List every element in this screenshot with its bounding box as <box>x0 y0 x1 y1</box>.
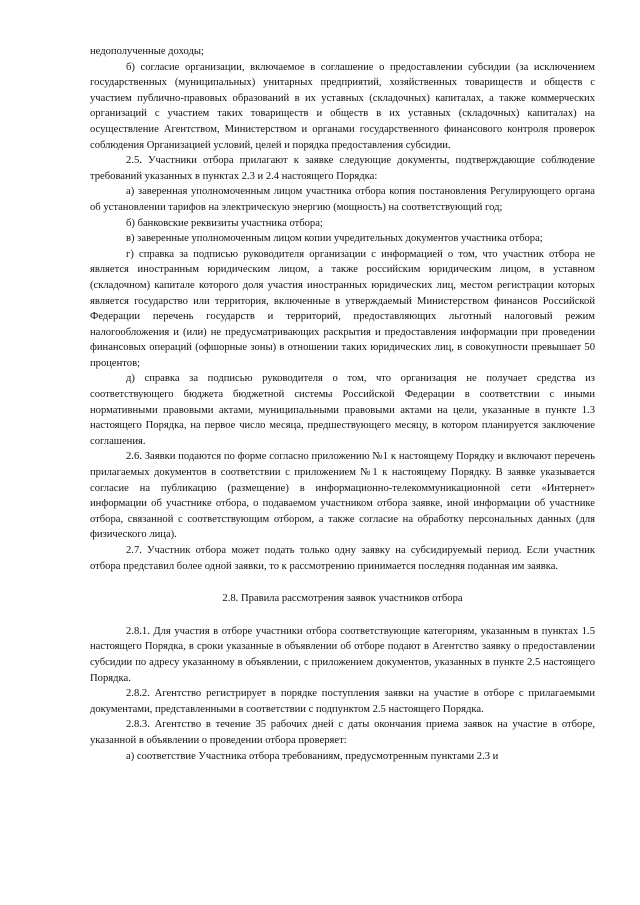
section-heading-2-8: 2.8. Правила рассмотрения заявок участников отбора <box>222 593 463 605</box>
paragraph-2-8-3-a: а) соответствие Участника отбора требованиям, предусмотренным пунктами 2.3 и <box>126 750 499 762</box>
paragraph-2-8-2: 2.8.2. Агентство регистрирует в порядке поступления заявки на участие в отборе с прилагаемыми документами, представленными в соответствии с подпунктом 2.5 настоящего Порядка. <box>90 688 595 715</box>
paragraph-consent-b: б) согласие организации, включаемое в соглашение о предоставлении субсидии (за исключением государственных (муниципальных) унитарных предприятий, хозяйственных товариществ и обществ с участием публично-правовых образований в их уставных (складочных) капиталах, а также коммерческих организаций с участием таких товариществ и обществ в их уставных (складочных) капиталах) на осуществление Агентством, Министерством и органами государственного финансового контроля проверок соблюдения Организацией условий, целей и порядка предоставления субсидии. <box>90 61 595 151</box>
paragraph-2-5-d: д) справка за подписью руководителя о том, что организация не получает средства из соответствующего бюджета бюджетной системы Российской Федерации в соответствии с иными нормативными правовыми актами, муниципальными правовыми актами на цели, указанные в пункте 1.3 настоящего Порядка, на первое число месяца, предшествующего месяцу, в котором планируется заключение соглашения. <box>90 373 595 447</box>
paragraph-lost-income: недополученные доходы; <box>90 46 204 57</box>
paragraph-2-8-1: 2.8.1. Для участия в отборе участники отбора соответствующие категориям, указанным в пунктах 1.5 настоящего Порядка, в сроки указанные в объявлении об отборе подают в Агентство заявку о предоставлении субсидии по адресу указанному в объявлении, с приложением документов, указанных в пункте 2.5 настоящего Порядка. <box>90 625 595 684</box>
paragraph-2-7: 2.7. Участник отбора может подать только одну заявку на субсидируемый период. Если участник отбора представил более одной заявки, то к рассмотрению принимается последняя поданная им заявка. <box>90 545 595 572</box>
paragraph-2-5: 2.5. Участники отбора прилагают к заявке следующие документы, подтверждающие соблюдение требований указанных в пунктах 2.3 и 2.4 настоящего Порядка: <box>90 155 595 182</box>
paragraph-2-5-v: в) заверенные уполномоченным лицом копии учредительных документов участника отбора; <box>126 233 543 245</box>
document-page <box>90 44 595 764</box>
paragraph-2-6: 2.6. Заявки подаются по форме согласно приложению №1 к настоящему Порядку и включают перечень прилагаемых документов в соответствии с приложением №1 к настоящему Порядку. В заявке указывается согласие на публикацию (размещение) в информационно-телекоммуникационной сети «Интернет» информации об участнике отбора, о подаваемом участником отбора заявке, иной информации об участнике отбора, связанной с соответствующим отбором, а также согласие на обработку персональных данных (для физического лица). <box>90 451 595 541</box>
paragraph-2-5-b: б) банковские реквизиты участника отбора; <box>126 217 323 229</box>
paragraph-2-5-a: а) заверенная уполномоченным лицом участника отбора копия постановления Регулирующего органа об установлении тарифов на электрическую энергию (мощность) на соответствующий год; <box>90 186 595 213</box>
paragraph-2-5-g: г) справка за подписью руководителя организации с информацией о том, что участник отбора не является иностранным юридическим лицом, а также российским юридическим лицом, в уставном (складочном) капитале которого доля участия иностранных юридических лиц, местом регистрации которых является государство или территория, включенные в утверждаемый Министерством финансов Российской Федерации перечень государств и территорий, предоставляющих льготный налоговый режим налогообложения и (или) не предусматривающих раскрытия и предоставления информации при проведении финансовых операций (офшорные зоны) в отношении таких юридических лиц, в совокупности превышает 50 процентов; <box>90 248 595 369</box>
paragraph-2-8-3: 2.8.3. Агентство в течение 35 рабочих дней с даты окончания приема заявок на участие в отборе, указанной в объявлении о проведении отбора проверяет: <box>90 719 595 746</box>
